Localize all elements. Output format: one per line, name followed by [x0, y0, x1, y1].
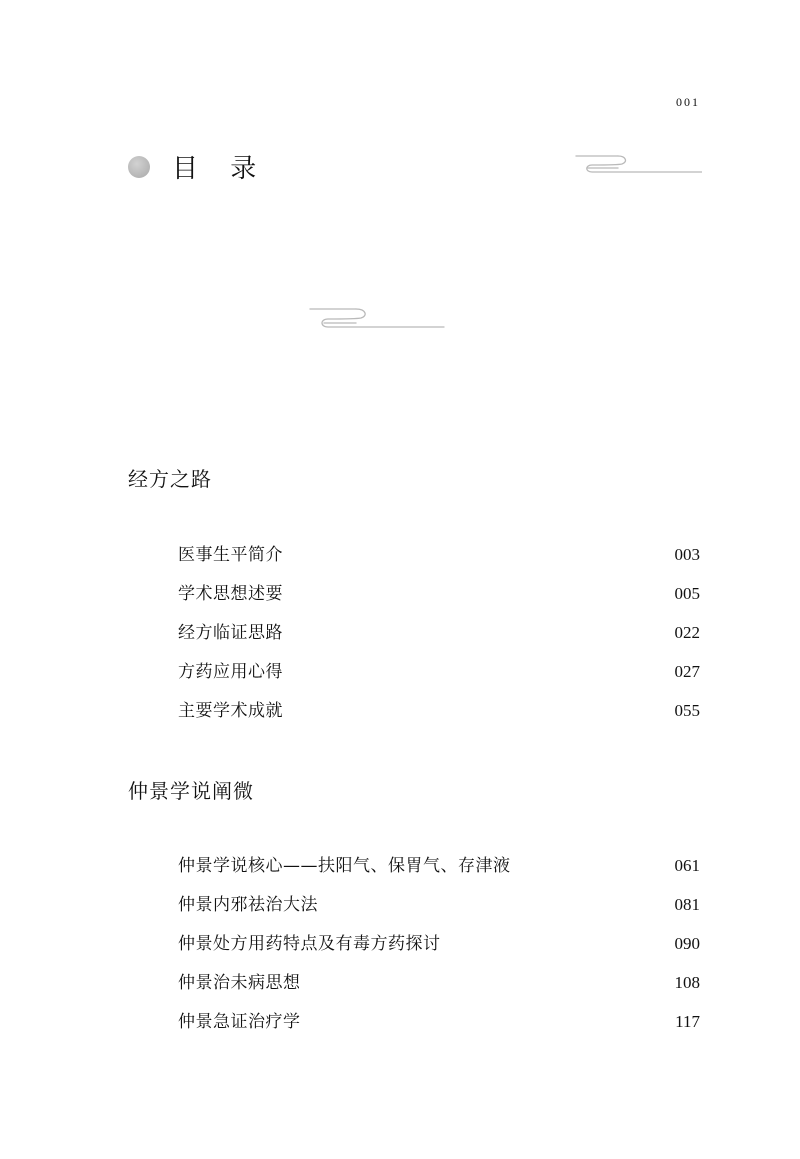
cloud-ornament-icon: [308, 304, 446, 336]
toc-entry-page: 090: [674, 934, 700, 953]
toc-entry-list: [178, 540, 700, 735]
toc-entry-page: 055: [674, 701, 700, 720]
toc-entry-page: 003: [674, 545, 700, 564]
toc-entry[interactable]: [178, 890, 700, 929]
toc-entry[interactable]: [178, 657, 700, 696]
toc-entry[interactable]: [178, 618, 700, 657]
toc-entry[interactable]: [178, 851, 700, 890]
toc-entry[interactable]: [178, 579, 700, 618]
cloud-ornament-icon: [574, 150, 702, 180]
toc-entry[interactable]: [178, 540, 700, 579]
toc-title: 目 录: [172, 154, 269, 184]
toc-entry-title: 主要学术成就: [178, 701, 283, 721]
toc-entry-page: 081: [674, 895, 700, 914]
page-number: 001: [676, 95, 700, 109]
toc-title-row: [128, 148, 268, 185]
toc-entry-title: 仲景内邪祛治大法: [178, 895, 318, 915]
toc-entry[interactable]: [178, 929, 700, 968]
toc-entry-page: 117: [675, 1012, 700, 1031]
toc-entry-page: 027: [674, 662, 700, 681]
toc-entry-title: 仲景治未病思想: [178, 973, 301, 993]
toc-entry-list: [178, 851, 700, 1046]
toc-entry-page: 005: [674, 584, 700, 603]
toc-entry-title: 方药应用心得: [178, 662, 283, 682]
section-heading: 经方之路: [128, 467, 212, 491]
toc-entry-page: 108: [674, 973, 700, 992]
toc-entry-title: 仲景学说核心——扶阳气、保胃气、存津液: [178, 856, 511, 876]
toc-entry-title: 医事生平简介: [178, 545, 283, 565]
toc-entry-title: 仲景处方用药特点及有毒方药探讨: [178, 934, 441, 954]
title-bullet-icon: [128, 156, 150, 178]
toc-entry-page: 022: [674, 623, 700, 642]
section-heading: 仲景学说阐微: [128, 779, 254, 803]
toc-entry-title: 经方临证思路: [178, 623, 283, 643]
toc-entry-title: 仲景急证治疗学: [178, 1012, 301, 1032]
toc-entry[interactable]: [178, 968, 700, 1007]
toc-entry[interactable]: [178, 696, 700, 735]
toc-entry[interactable]: [178, 1007, 700, 1046]
toc-entry-title: 学术思想述要: [178, 584, 283, 604]
toc-entry-page: 061: [674, 856, 700, 875]
